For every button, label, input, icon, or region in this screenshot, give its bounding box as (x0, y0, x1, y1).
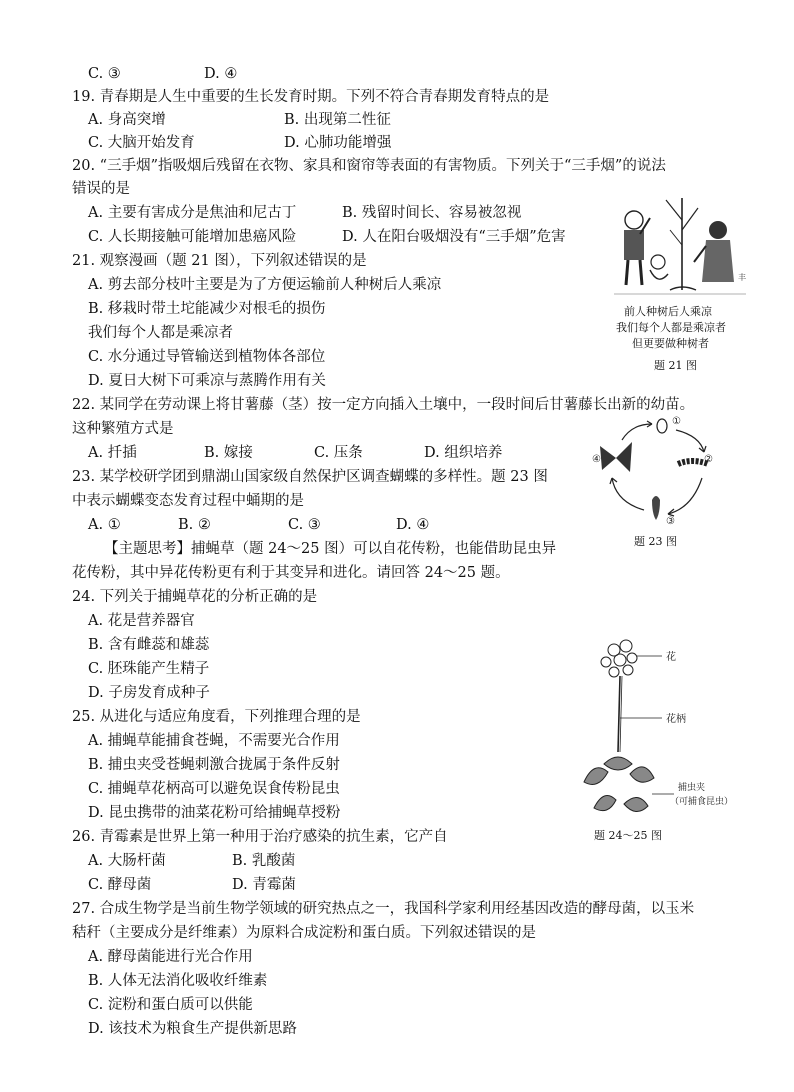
theme-intro-line1: 【主题思考】捕蝇草（题 24～25 图）可以自花传粉，也能借助昆虫异 (104, 541, 557, 557)
figure-23-caption: 题 23 图 (634, 535, 677, 548)
question-23-line2: 中表示蝴蝶变态发育过程中蛹期的是 (72, 493, 304, 509)
q19-option-c[interactable]: C. 大脑开始发育 (88, 135, 195, 151)
q27-option-c[interactable]: C. 淀粉和蛋白质可以供能 (88, 997, 253, 1013)
figure-21 (610, 190, 750, 378)
q24-option-b[interactable]: B. 含有雌蕊和雄蕊 (88, 637, 210, 653)
figure-24-25-caption: 题 24～25 图 (594, 829, 662, 842)
q19-option-b[interactable]: B. 出现第二性征 (284, 112, 391, 128)
q20-option-a[interactable]: A. 主要有害成分是焦油和尼古丁 (88, 205, 297, 221)
q26-option-b[interactable]: B. 乳酸菌 (232, 853, 296, 869)
tree-planting-cartoon-icon (610, 190, 750, 300)
q26-option-a[interactable]: A. 大肠杆菌 (88, 853, 166, 869)
q20-option-c[interactable]: C. 人长期接触可能增加患癌风险 (88, 229, 297, 245)
q22-option-a[interactable]: A. 扦插 (88, 445, 137, 461)
label-flower: 花 (666, 652, 676, 663)
q20-option-d[interactable]: D. 人在阳台吸烟没有“三手烟”危害 (342, 229, 566, 245)
q27-option-b[interactable]: B. 人体无法消化吸收纤维素 (88, 973, 268, 989)
butterfly-lifecycle-diagram (592, 412, 728, 530)
question-20-line1: 20. “三手烟”指吸烟后残留在衣物、家具和窗帘等表面的有害物质。下列关于“三手烟”的说法 (72, 158, 666, 174)
option-prev-d[interactable]: D. ④ (204, 66, 238, 82)
q25-option-a[interactable]: A. 捕蝇草能捕食苍蝇，不需要光合作用 (88, 733, 340, 749)
q22-option-b[interactable]: B. 嫁接 (204, 445, 253, 461)
question-24: 24. 下列关于捕蝇草花的分析正确的是 (72, 589, 318, 605)
q19-option-a[interactable]: A. 身高突增 (88, 112, 166, 128)
q22-option-c[interactable]: C. 压条 (314, 445, 363, 461)
q25-option-c[interactable]: C. 捕蝇草花柄高可以避免误食传粉昆虫 (88, 781, 340, 797)
cartoon-text-1: 前人种树后人乘凉 (624, 305, 712, 318)
q26-option-c[interactable]: C. 酵母菌 (88, 877, 152, 893)
question-19: 19. 青春期是人生中重要的生长发育时期。下列不符合青春期发育特点的是 (72, 89, 550, 105)
label-trap: 捕虫夹 (678, 783, 706, 793)
cartoon-text-2: 我们每个人都是乘凉者 (616, 321, 726, 334)
q21-option-a[interactable]: A. 剪去部分枝叶主要是为了方便运输前人种树后人乘凉 (88, 277, 442, 293)
q26-option-d[interactable]: D. 青霉菌 (232, 877, 296, 893)
figure-24-25 (574, 632, 744, 844)
q23-option-b[interactable]: B. ② (178, 517, 211, 533)
q23-option-a[interactable]: A. ① (88, 517, 121, 533)
q23-option-c[interactable]: C. ③ (288, 517, 321, 533)
figure-21-caption: 题 21 图 (654, 359, 697, 372)
option-prev-c[interactable]: C. ③ (88, 66, 121, 82)
q19-option-d[interactable]: D. 心肺功能增强 (284, 135, 392, 151)
q24-option-a[interactable]: A. 花是营养器官 (88, 613, 195, 629)
q20-option-b[interactable]: B. 残留时间长、容易被忽视 (342, 205, 522, 221)
question-23-line1: 23. 某学校研学团到鼎湖山国家级自然保护区调查蝴蝶的多样性。题 23 图 (72, 469, 548, 485)
q25-option-d[interactable]: D. 昆虫携带的油菜花粉可给捕蝇草授粉 (88, 805, 341, 821)
stage-label-4: ④ (592, 454, 601, 465)
q27-option-d[interactable]: D. 该技术为粮食生产提供新思路 (88, 1021, 297, 1037)
stage-label-2: ② (704, 454, 713, 465)
label-stalk: 花柄 (666, 714, 686, 725)
stage-label-1: ① (672, 416, 681, 427)
question-20-line2: 错误的是 (72, 181, 130, 197)
question-27-line2: 秸秆（主要成分是纤维素）为原料合成淀粉和蛋白质。下列叙述错误的是 (72, 925, 536, 941)
q21-option-d[interactable]: D. 夏日大树下可乘凉与蒸腾作用有关 (88, 373, 326, 389)
q21-option-c[interactable]: C. 水分通过导管输送到植物体各部位 (88, 349, 326, 365)
question-27-line1: 27. 合成生物学是当前生物学领域的研究热点之一，我国科学家利用经基因改造的酵母菌，以玉米 (72, 901, 695, 917)
q24-option-c[interactable]: C. 胚珠能产生精子 (88, 661, 210, 677)
question-22-line1: 22. 某同学在劳动课上将甘薯藤（茎）按一定方向插入土壤中，一段时间后甘薯藤长出新的幼苗。 (72, 397, 695, 413)
q22-option-d[interactable]: D. 组织培养 (424, 445, 503, 461)
svg-text:丰: 丰 (738, 273, 746, 282)
q24-option-d[interactable]: D. 子房发育成种子 (88, 685, 210, 701)
cartoon-text-3: 但更要做种树者 (632, 337, 709, 350)
q27-option-a[interactable]: A. 酵母菌能进行光合作用 (88, 949, 253, 965)
venus-flytrap-diagram (574, 632, 744, 822)
stage-label-3: ③ (666, 516, 675, 527)
question-21: 21. 观察漫画（题 21 图），下列叙述错误的是 (72, 253, 367, 269)
q23-option-d[interactable]: D. ④ (396, 517, 430, 533)
question-22-line2: 这种繁殖方式是 (72, 421, 174, 437)
question-25: 25. 从进化与适应角度看，下列推理合理的是 (72, 709, 361, 725)
q25-option-b[interactable]: B. 捕虫夹受苍蝇刺激合拢属于条件反射 (88, 757, 340, 773)
theme-intro-line2: 花传粉，其中异花传粉更有利于其变异和进化。请回答 24～25 题。 (72, 565, 510, 581)
figure-23 (592, 412, 728, 552)
label-trap-note: （可捕食昆虫） (670, 797, 734, 807)
q21-option-b[interactable]: B. 移栽时带土坨能减少对根毛的损伤 (88, 301, 326, 317)
question-26: 26. 青霉素是世界上第一种用于治疗感染的抗生素，它产自 (72, 829, 448, 845)
q21-option-b-cont: 我们每个人都是乘凉者 (88, 325, 233, 341)
